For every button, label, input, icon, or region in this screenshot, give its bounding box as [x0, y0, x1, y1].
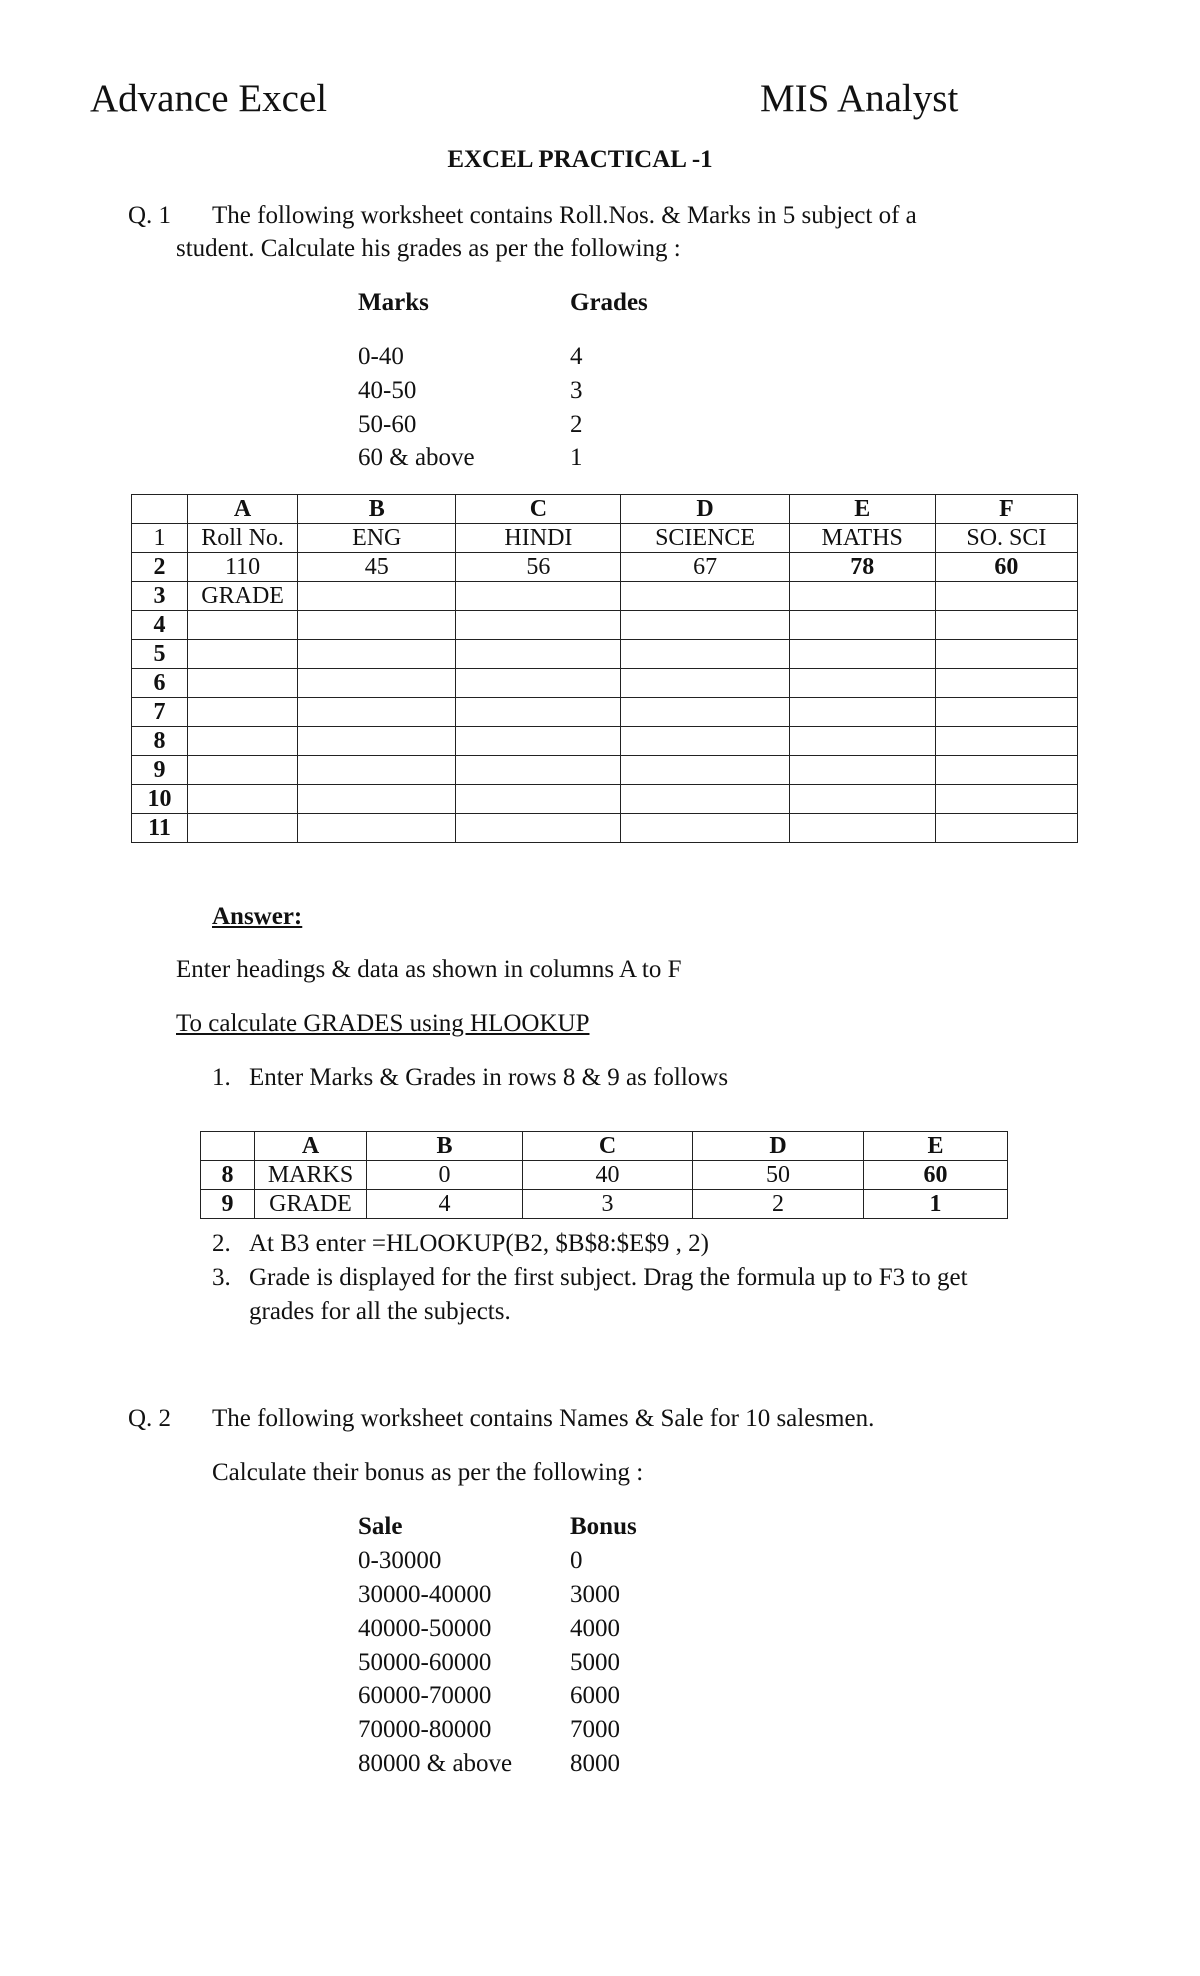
range-marks: 0-40 — [358, 343, 404, 370]
cell — [188, 785, 298, 814]
cell — [298, 727, 456, 756]
cell: HINDI — [456, 524, 621, 553]
answer-intro: Enter headings & data as shown in columns A to F — [176, 956, 682, 983]
cell — [789, 814, 935, 843]
table-row — [201, 1161, 1008, 1190]
cell: SO. SCI — [935, 524, 1077, 553]
cell — [456, 756, 621, 785]
header-right: MIS Analyst — [760, 77, 959, 120]
table-row — [132, 640, 1078, 669]
cell: 40 — [523, 1161, 693, 1190]
cell — [188, 727, 298, 756]
step-number: 2. — [212, 1230, 231, 1257]
cell: SCIENCE — [621, 524, 789, 553]
cell — [188, 669, 298, 698]
cell — [621, 814, 789, 843]
sale-range: 80000 & above — [358, 1750, 513, 1777]
row-number: 1 — [132, 524, 188, 553]
cell — [935, 582, 1077, 611]
cell — [456, 814, 621, 843]
cell — [935, 669, 1077, 698]
cell — [935, 727, 1077, 756]
bonus-heading: Bonus — [570, 1513, 637, 1540]
row-number: 8 — [201, 1161, 255, 1190]
column-header: E — [864, 1132, 1008, 1161]
cell: GRADE — [255, 1190, 367, 1219]
cell: Roll No. — [188, 524, 298, 553]
cell — [621, 756, 789, 785]
cell: ENG — [298, 524, 456, 553]
worksheet-table — [131, 494, 1078, 843]
q2-line2: Calculate their bonus as per the following : — [212, 1459, 644, 1486]
range-grade: 4 — [570, 343, 583, 370]
q1-line2: student. Calculate his grades as per the following : — [176, 235, 681, 262]
header-left: Advance Excel — [90, 77, 328, 120]
cell — [789, 640, 935, 669]
sale-range: 0-30000 — [358, 1547, 442, 1574]
column-header: B — [298, 495, 456, 524]
row-number: 5 — [132, 640, 188, 669]
step-2: At B3 enter =HLOOKUP(B2, $B$8:$E$9 , 2) — [249, 1230, 709, 1257]
corner-cell — [201, 1132, 255, 1161]
range-marks: 40-50 — [358, 377, 417, 404]
cell — [789, 698, 935, 727]
column-header-row — [132, 495, 1078, 524]
cell — [935, 698, 1077, 727]
table-row — [132, 669, 1078, 698]
range-marks: 50-60 — [358, 411, 417, 438]
cell: 50 — [693, 1161, 864, 1190]
step-number: 1. — [212, 1064, 231, 1091]
table-row — [132, 611, 1078, 640]
table-row — [132, 553, 1078, 582]
step-number: 3. — [212, 1264, 231, 1291]
cell — [456, 727, 621, 756]
cell: MATHS — [789, 524, 935, 553]
bonus-value: 3000 — [570, 1581, 620, 1608]
cell — [621, 640, 789, 669]
cell — [188, 640, 298, 669]
cell — [621, 698, 789, 727]
cell — [935, 640, 1077, 669]
cell — [188, 814, 298, 843]
column-header: A — [188, 495, 298, 524]
cell: 45 — [298, 553, 456, 582]
cell: 4 — [367, 1190, 523, 1219]
cell: GRADE — [188, 582, 298, 611]
cell — [789, 785, 935, 814]
table-row — [132, 756, 1078, 785]
sale-range: 50000-60000 — [358, 1649, 492, 1676]
cell — [935, 785, 1077, 814]
row-number: 11 — [132, 814, 188, 843]
cell: 60 — [935, 553, 1077, 582]
row-number: 4 — [132, 611, 188, 640]
row-number: 7 — [132, 698, 188, 727]
row-number: 8 — [132, 727, 188, 756]
column-header: D — [621, 495, 789, 524]
grades-heading: Grades — [570, 289, 648, 316]
cell — [935, 756, 1077, 785]
corner-cell — [132, 495, 188, 524]
cell — [298, 698, 456, 727]
cell — [621, 582, 789, 611]
cell — [456, 640, 621, 669]
q2-line1: The following worksheet contains Names & Sale for 10 salesmen. — [212, 1405, 875, 1432]
cell — [298, 756, 456, 785]
cell: 2 — [693, 1190, 864, 1219]
row-number: 3 — [132, 582, 188, 611]
cell — [298, 814, 456, 843]
cell — [298, 669, 456, 698]
sale-range: 60000-70000 — [358, 1682, 492, 1709]
cell: 110 — [188, 553, 298, 582]
cell — [935, 814, 1077, 843]
hlookup-link: To calculate GRADES using HLOOKUP — [176, 1010, 590, 1037]
range-grade: 2 — [570, 411, 583, 438]
column-header-row — [201, 1132, 1008, 1161]
row-number: 9 — [201, 1190, 255, 1219]
sale-heading: Sale — [358, 1513, 403, 1540]
bonus-value: 5000 — [570, 1649, 620, 1676]
cell — [935, 611, 1077, 640]
cell — [188, 698, 298, 727]
sale-range: 40000-50000 — [358, 1615, 492, 1642]
step-1: Enter Marks & Grades in rows 8 & 9 as follows — [249, 1064, 729, 1091]
sale-range: 70000-80000 — [358, 1716, 492, 1743]
cell — [789, 669, 935, 698]
cell — [789, 727, 935, 756]
column-header: A — [255, 1132, 367, 1161]
row-number: 10 — [132, 785, 188, 814]
step-3-line2: grades for all the subjects. — [249, 1298, 511, 1325]
column-header: C — [456, 495, 621, 524]
sale-range: 30000-40000 — [358, 1581, 492, 1608]
column-header: E — [789, 495, 935, 524]
row-number: 6 — [132, 669, 188, 698]
answer-label: Answer: — [212, 903, 303, 930]
cell — [298, 640, 456, 669]
page-title: EXCEL PRACTICAL -1 — [447, 146, 713, 173]
cell — [789, 582, 935, 611]
range-marks: 60 & above — [358, 444, 475, 471]
cell — [456, 582, 621, 611]
range-grade: 1 — [570, 444, 583, 471]
cell — [789, 756, 935, 785]
table-row — [132, 814, 1078, 843]
cell: 3 — [523, 1190, 693, 1219]
cell — [621, 785, 789, 814]
cell: 0 — [367, 1161, 523, 1190]
table-row — [132, 524, 1078, 553]
table-row — [132, 698, 1078, 727]
lookup-table — [200, 1131, 1008, 1219]
cell — [298, 611, 456, 640]
bonus-value: 8000 — [570, 1750, 620, 1777]
cell — [298, 785, 456, 814]
row-number: 9 — [132, 756, 188, 785]
bonus-value: 4000 — [570, 1615, 620, 1642]
cell — [188, 756, 298, 785]
bonus-value: 7000 — [570, 1716, 620, 1743]
row-number: 2 — [132, 553, 188, 582]
column-header: B — [367, 1132, 523, 1161]
cell: 56 — [456, 553, 621, 582]
table-row — [132, 582, 1078, 611]
cell — [456, 785, 621, 814]
table-row — [132, 785, 1078, 814]
cell — [456, 698, 621, 727]
cell — [456, 669, 621, 698]
step-3-line1: Grade is displayed for the first subject. Drag the formula up to F3 to get — [249, 1264, 968, 1291]
cell — [188, 611, 298, 640]
cell — [789, 611, 935, 640]
marks-heading: Marks — [358, 289, 429, 316]
bonus-value: 6000 — [570, 1682, 620, 1709]
cell: MARKS — [255, 1161, 367, 1190]
cell — [621, 669, 789, 698]
table-row — [132, 727, 1078, 756]
cell: 1 — [864, 1190, 1008, 1219]
cell: 67 — [621, 553, 789, 582]
column-header: D — [693, 1132, 864, 1161]
cell — [298, 582, 456, 611]
column-header: F — [935, 495, 1077, 524]
cell: 78 — [789, 553, 935, 582]
cell — [621, 611, 789, 640]
q2-number: Q. 2 — [128, 1405, 172, 1432]
cell — [621, 727, 789, 756]
range-grade: 3 — [570, 377, 583, 404]
column-header: C — [523, 1132, 693, 1161]
table-row — [201, 1190, 1008, 1219]
q1-line1: The following worksheet contains Roll.Nos. & Marks in 5 subject of a — [212, 202, 917, 229]
bonus-value: 0 — [570, 1547, 583, 1574]
cell: 60 — [864, 1161, 1008, 1190]
q1-number: Q. 1 — [128, 202, 172, 229]
cell — [456, 611, 621, 640]
